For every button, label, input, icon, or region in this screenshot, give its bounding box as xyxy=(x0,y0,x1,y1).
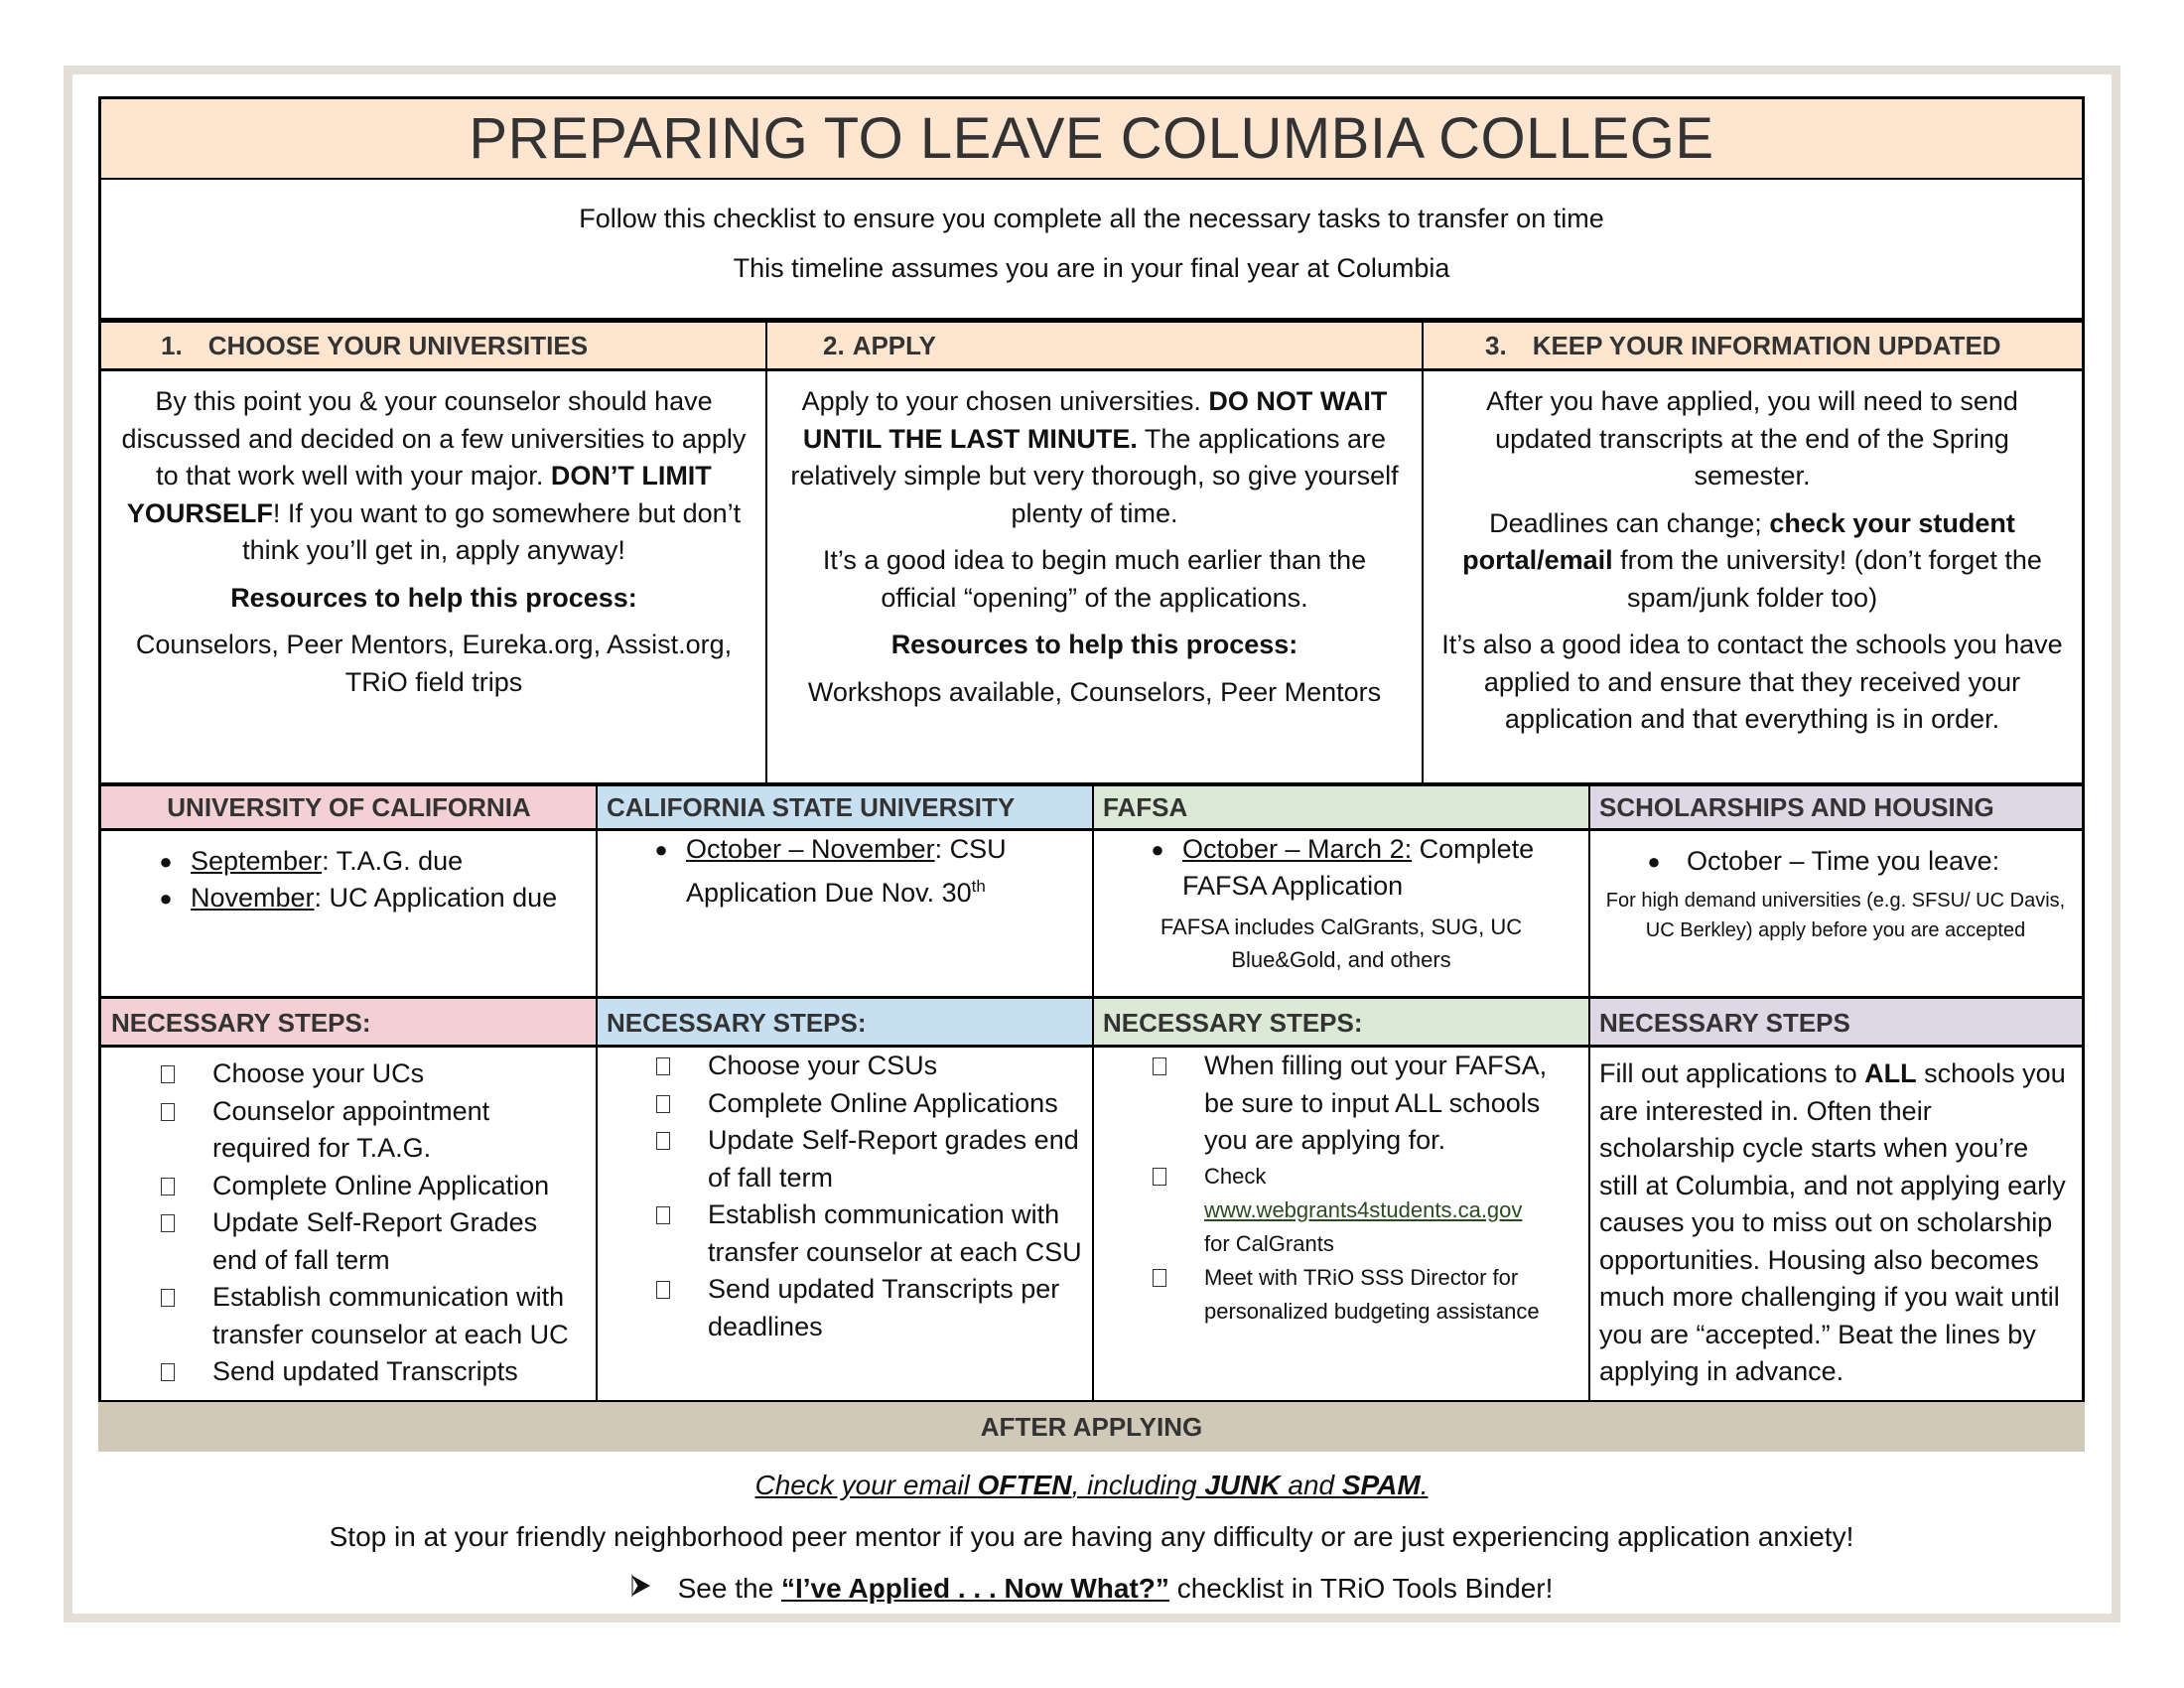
subtitle-line-2: This timeline assumes you are in your final year at Columbia xyxy=(733,253,1450,283)
email-reminder xyxy=(98,1470,2085,1501)
bullet-icon: ● xyxy=(159,849,173,874)
text: . xyxy=(1420,1470,1429,1500)
csu-deadlines xyxy=(597,831,1093,996)
uc-steps-header xyxy=(98,996,597,1048)
deadline-item xyxy=(141,843,587,880)
deadline-item xyxy=(636,831,1083,912)
section-3-header xyxy=(1423,318,2085,371)
scholarships-deadlines xyxy=(1589,831,2085,996)
checklist-item[interactable] xyxy=(1153,1261,1579,1329)
divider xyxy=(596,782,598,1402)
checklist-item[interactable] xyxy=(161,1353,587,1391)
checklist-item[interactable] xyxy=(161,1279,587,1353)
divider xyxy=(1588,782,1590,1402)
step-text: Update Self-Report grades end of fall term xyxy=(708,1125,1079,1193)
emphasis: check your student portal/email xyxy=(1462,507,2015,575)
deadline-when: October – November xyxy=(686,834,935,864)
section-1-number: 1. xyxy=(161,330,183,360)
section-1-body xyxy=(98,371,766,782)
section-3-number: 3. xyxy=(1485,330,1507,360)
step-text: Update Self-Report Grades end of fall term xyxy=(212,1207,538,1275)
superscript: th xyxy=(971,877,986,896)
section-3-heading: KEEP YOUR INFORMATION UPDATED xyxy=(1532,330,2001,360)
deadline-what: Complete FAFSA Application xyxy=(1182,834,1535,901)
deadline-what: : T.A.G. due xyxy=(322,846,464,876)
section-3-body xyxy=(1423,371,2085,782)
deadline-when: November xyxy=(191,883,315,913)
emphasis: ALL xyxy=(1864,1058,1917,1088)
csu-steps-header xyxy=(597,996,1093,1048)
checkbox-icon[interactable] xyxy=(161,1214,175,1232)
uc-steps xyxy=(98,1048,597,1402)
scholarships-note: For high demand universities (e.g. SFSU/ UC Davis, UC Berkley) apply before you are accepted xyxy=(1605,890,2066,941)
webgrants-link[interactable]: www.webgrants4students.ca.gov xyxy=(1204,1196,1523,1222)
text: checklist in TRiO Tools Binder! xyxy=(1168,1573,1554,1604)
section-1-paragraph xyxy=(115,383,752,570)
csu-steps xyxy=(597,1048,1093,1402)
section-3-paragraph-2 xyxy=(1436,505,2068,618)
step-text: Choose your UCs xyxy=(212,1058,425,1088)
step-text: Complete Online Application xyxy=(212,1170,550,1200)
step-text: Send updated Transcripts xyxy=(212,1356,518,1386)
step-text: Check xyxy=(1204,1163,1267,1189)
uc-deadlines xyxy=(98,831,597,996)
divider xyxy=(1422,320,1424,782)
now-what-checklist-link[interactable]: “I’ve Applied . . . Now What?” xyxy=(780,1573,1169,1604)
checklist-item[interactable] xyxy=(161,1055,587,1093)
checkbox-icon[interactable] xyxy=(656,1206,670,1224)
resources-label: Resources to help this process: xyxy=(230,582,637,613)
bullet-icon: ● xyxy=(159,886,173,911)
section-1-header xyxy=(98,318,766,371)
checkbox-icon[interactable] xyxy=(656,1132,670,1150)
subtitle-line-1: Follow this checklist to ensure you complete all the necessary tasks to transfer on time xyxy=(579,204,1604,233)
subtitle-band xyxy=(98,180,2085,320)
text: ! If you want to go somewhere but don’t think you’ll get in, apply anyway! xyxy=(242,497,742,565)
section-2-body xyxy=(766,371,1423,782)
scholarships-steps-text xyxy=(1599,1055,2072,1391)
bullet-icon: ● xyxy=(1151,837,1164,862)
step-text: Meet with TRiO SSS Director for personalized budgeting assistance xyxy=(1204,1264,1540,1324)
checkbox-icon[interactable] xyxy=(656,1095,670,1113)
text: The applications are relatively simple but very thorough, so give yourself plenty of time. xyxy=(790,423,1399,528)
see-checklist-note xyxy=(98,1573,2085,1605)
checklist-item[interactable] xyxy=(656,1048,1083,1085)
deadline-what: : UC Application due xyxy=(314,883,558,913)
deadline-what: : CSU Application Due Nov. 30 xyxy=(686,834,1007,908)
emphasis: JUNK xyxy=(1204,1470,1281,1500)
peer-mentor-note: Stop in at your friendly neighborhood peer mentor if you are having any difficulty or are just experiencing application anxiety! xyxy=(329,1521,1854,1552)
section-2-heading: APPLY xyxy=(852,330,936,360)
emphasis: OFTEN xyxy=(977,1470,1072,1500)
step-text: Choose your CSUs xyxy=(708,1051,938,1080)
text: By this point you & your counselor should have discussed and decided on a few universities to apply to that work well with your major. xyxy=(121,386,747,491)
text: Apply to your chosen universities. xyxy=(801,386,1209,416)
arrowhead-bullet-icon xyxy=(630,1573,652,1605)
steps-heading: NECESSARY STEPS: xyxy=(111,1008,371,1038)
resources-list: Workshops available, Counselors, Peer Mentors xyxy=(807,676,1382,707)
checkbox-icon[interactable] xyxy=(656,1281,670,1299)
checklist-item[interactable] xyxy=(656,1122,1083,1196)
deadline-item xyxy=(1133,831,1579,905)
text: See the xyxy=(677,1573,781,1604)
after-applying-heading: AFTER APPLYING xyxy=(980,1411,1203,1442)
fafsa-header xyxy=(1093,782,1589,831)
step-text: Complete Online Applications xyxy=(708,1087,1058,1118)
csu-heading: CALIFORNIA STATE UNIVERSITY xyxy=(607,791,1016,822)
step-text: for CalGrants xyxy=(1204,1230,1334,1256)
emphasis: DON’T LIMIT YOURSELF xyxy=(126,461,712,528)
checklist-item[interactable] xyxy=(1153,1048,1579,1160)
section-2-paragraph xyxy=(780,383,1409,532)
checklist-item[interactable] xyxy=(656,1271,1083,1345)
step-text: Send updated Transcripts per deadlines xyxy=(708,1274,1060,1341)
section-1-heading: CHOOSE YOUR UNIVERSITIES xyxy=(207,330,589,360)
text: from the university! (don’t forget the spam/junk folder too) xyxy=(1612,545,2042,613)
text: Deadlines can change; xyxy=(1489,507,1770,538)
step-text: Counselor appointment required for T.A.G. xyxy=(212,1095,490,1163)
checklist-item[interactable] xyxy=(656,1085,1083,1123)
step-text: Establish communication with transfer counselor at each CSU xyxy=(708,1199,1082,1267)
section-2-number: 2. xyxy=(823,330,845,360)
checkbox-icon[interactable] xyxy=(1153,1057,1166,1075)
checkbox-icon[interactable] xyxy=(656,1057,670,1075)
emphasis: DO NOT WAIT UNTIL THE LAST MINUTE. xyxy=(802,386,1388,454)
fafsa-steps-header xyxy=(1093,996,1589,1048)
text: schools you are interested in. Often their scholarship cycle starts when you’re still at Columbia, and not applying early causes you to miss out on scholarship opportunities. Housing also becomes much more challenging if you wait until you are “accepted.” Beat the lines by applying in advance. xyxy=(1599,1058,2066,1386)
emphasis: SPAM xyxy=(1341,1470,1421,1500)
text: Fill out applications to xyxy=(1599,1058,1865,1088)
checkbox-icon[interactable] xyxy=(1153,1168,1166,1186)
fafsa-steps xyxy=(1093,1048,1589,1402)
fafsa-heading: FAFSA xyxy=(1103,791,1188,822)
scholarships-heading: SCHOLARSHIPS AND HOUSING xyxy=(1599,791,1994,822)
section-2-header xyxy=(766,318,1423,371)
checkbox-icon[interactable] xyxy=(161,1363,175,1381)
checklist-item[interactable] xyxy=(161,1204,587,1279)
step-text: Establish communication with transfer counselor at each UC xyxy=(212,1282,569,1349)
text: Check your email xyxy=(754,1470,978,1500)
steps-heading: NECESSARY STEPS xyxy=(1599,1008,1850,1038)
checkbox-icon[interactable] xyxy=(161,1065,175,1083)
checkbox-icon[interactable] xyxy=(161,1289,175,1307)
title-band xyxy=(98,96,2085,181)
deadline-when: September xyxy=(191,846,323,876)
page-title: PREPARING TO LEAVE COLUMBIA COLLEGE xyxy=(469,106,1714,171)
section-2-paragraph-2: It’s a good idea to begin much earlier than the official “opening” of the applications. xyxy=(822,545,1367,613)
checklist-item[interactable] xyxy=(161,1168,587,1205)
divider xyxy=(765,320,767,782)
uc-header xyxy=(98,782,597,831)
csu-header xyxy=(597,782,1093,831)
resources-list: Counselors, Peer Mentors, Eureka.org, Assist.org, TRiO field trips xyxy=(135,630,733,697)
deadline-item xyxy=(1629,843,2072,880)
scholarships-header xyxy=(1589,782,2085,831)
uc-heading: UNIVERSITY OF CALIFORNIA xyxy=(167,791,531,822)
step-text: When filling out your FAFSA, be sure to input ALL schools you are applying for. xyxy=(1204,1051,1548,1155)
text: , including xyxy=(1071,1470,1205,1500)
fafsa-deadlines xyxy=(1093,831,1589,996)
checkbox-icon[interactable] xyxy=(161,1178,175,1196)
deadline-when: October – March 2: xyxy=(1182,834,1413,864)
text: and xyxy=(1280,1470,1342,1500)
scholarships-steps xyxy=(1589,1048,2085,1402)
divider xyxy=(1092,782,1094,1402)
checkbox-icon[interactable] xyxy=(161,1103,175,1121)
bullet-icon: ● xyxy=(1647,849,1661,874)
scholarships-steps-header xyxy=(1589,996,2085,1048)
section-3-paragraph-3: It’s also a good idea to contact the schools you have applied to and ensure that they received your application and that everything is in order. xyxy=(1441,630,2063,734)
fafsa-note: FAFSA includes CalGrants, SUG, UC Blue&Gold, and others xyxy=(1160,914,1523,972)
steps-heading: NECESSARY STEPS: xyxy=(1103,1008,1363,1038)
deadline-what: October – Time you leave: xyxy=(1687,846,2000,876)
deadline-item xyxy=(141,880,587,916)
section-3-paragraph-1: After you have applied, you will need to send updated transcripts at the end of the Spring semester. xyxy=(1486,386,2018,491)
after-applying-band xyxy=(98,1402,2085,1452)
steps-heading: NECESSARY STEPS: xyxy=(607,1008,867,1038)
checkbox-icon[interactable] xyxy=(1153,1269,1166,1287)
checklist-item[interactable] xyxy=(656,1196,1083,1271)
resources-label: Resources to help this process: xyxy=(890,630,1298,659)
checklist-item[interactable] xyxy=(161,1093,587,1168)
bullet-icon: ● xyxy=(654,837,668,862)
checklist-item[interactable] xyxy=(1153,1160,1579,1261)
